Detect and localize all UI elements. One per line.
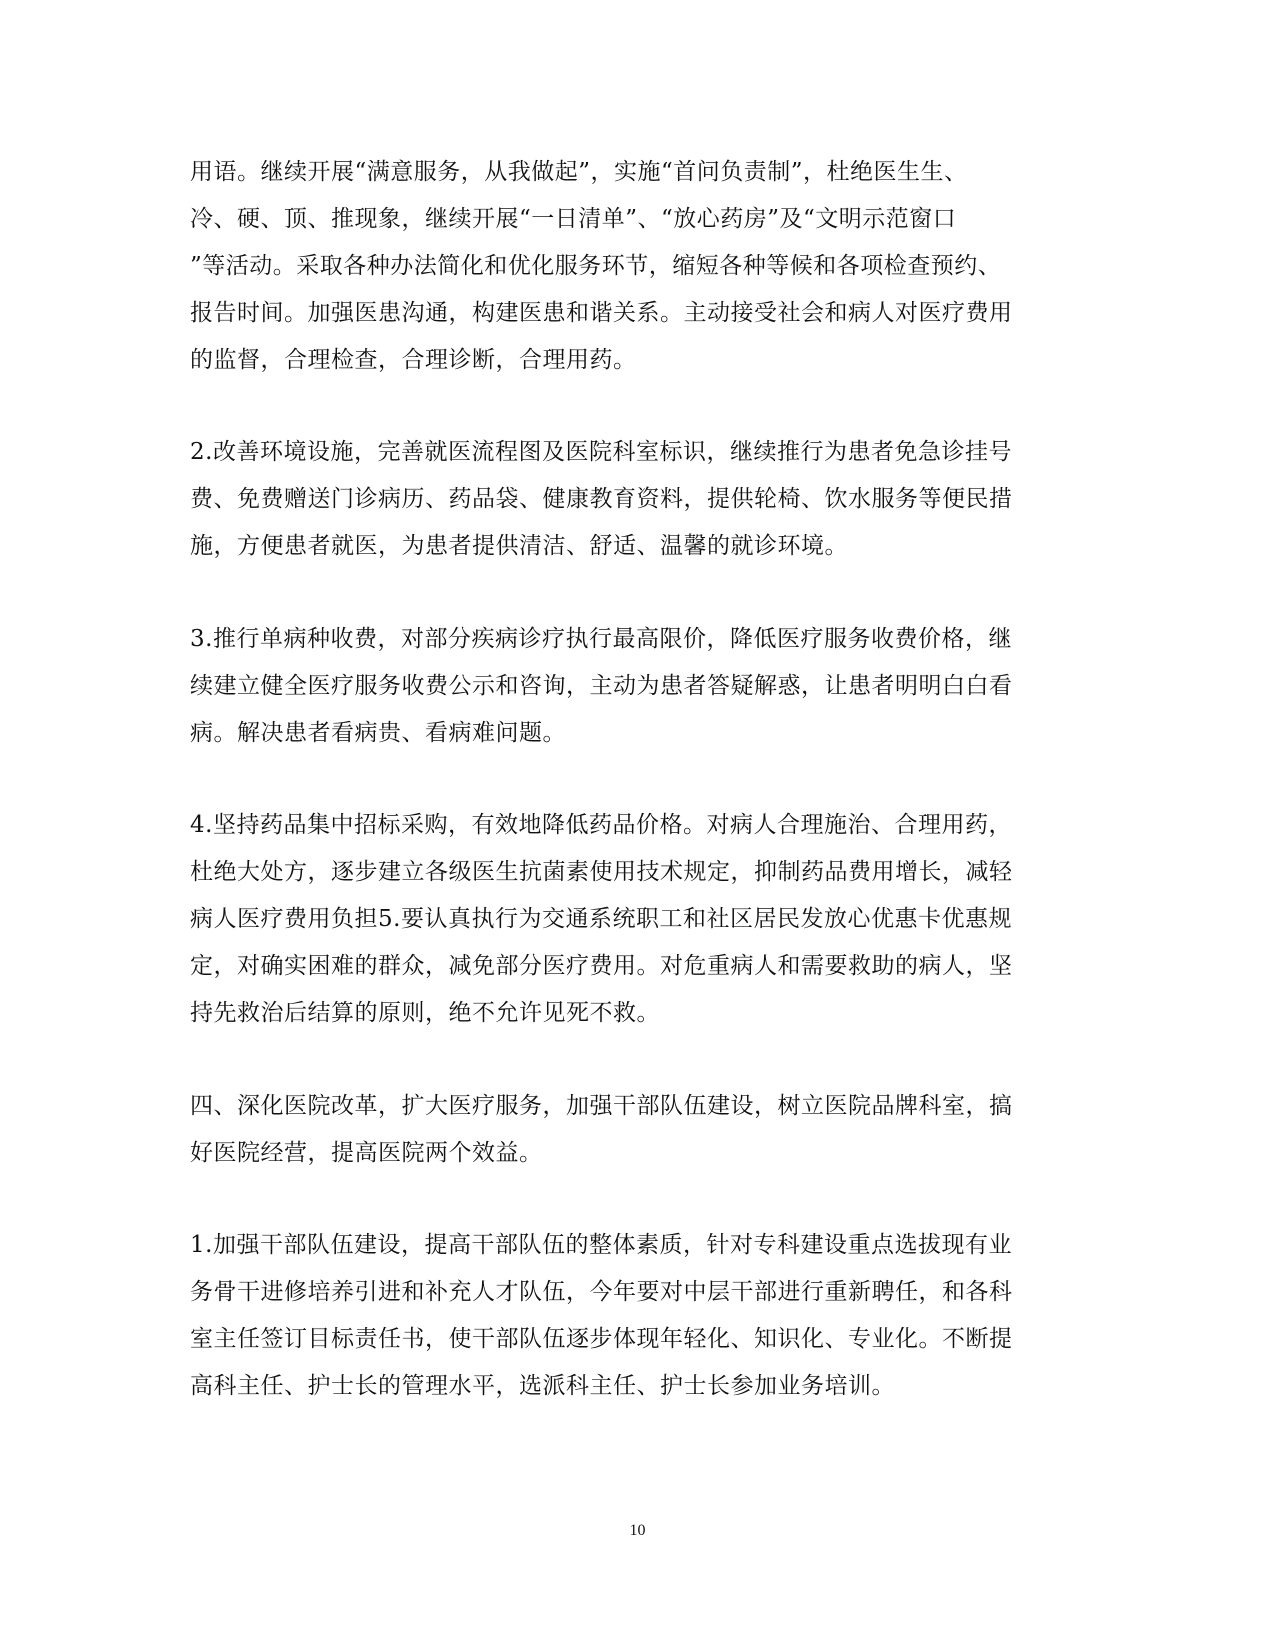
text-line: 用语。继续开展“满意服务，从我做起”，实施“首问负责制”，杜绝医生生、: [190, 159, 968, 185]
text-line: 室主任签订目标责任书，使干部队伍逐步体现年轻化、知识化、专业化。不断提: [190, 1326, 1013, 1352]
text-line: 好医院经营，提高医院两个效益。: [190, 1140, 543, 1166]
text-line: 1.加强干部队伍建设，提高干部队伍的整体素质，针对专科建设重点选拔现有业: [190, 1232, 1012, 1258]
text-line: 务骨干进修培养引进和补充人才队伍，今年要对中层干部进行重新聘任，和各科: [190, 1279, 1013, 1305]
text-line: 病人医疗费用负担5.要认真执行为交通系统职工和社区居民发放心优惠卡优惠规: [190, 906, 1012, 932]
text-line: 定，对确实困难的群众，减免部分医疗费用。对危重病人和需要救助的病人，坚: [190, 953, 1013, 979]
text-line: 高科主任、护士长的管理水平，选派科主任、护士长参加业务培训。: [190, 1373, 895, 1399]
text-line: 杜绝大处方，逐步建立各级医生抗菌素使用技术规定，抑制药品费用增长，减轻: [190, 859, 1013, 885]
text-line: 费、免费赠送门诊病历、药品袋、健康教育资料，提供轮椅、饮水服务等便民措: [190, 486, 1013, 512]
text-line: 的监督，合理检查，合理诊断，合理用药。: [190, 347, 637, 373]
text-line: 病。解决患者看病贵、看病难问题。: [190, 720, 566, 746]
page-number: 10: [629, 1522, 646, 1539]
text-line: 冷、硬、顶、推现象，继续开展“一日清单”、“放心药房”及“文明示范窗口: [190, 206, 957, 232]
text-line: 2.改善环境设施，完善就医流程图及医院科室标识，继续推行为患者免急诊挂号: [190, 439, 1012, 465]
text-line: 施，方便患者就医，为患者提供清洁、舒适、温馨的就诊环境。: [190, 533, 848, 559]
text-line: ”等活动。采取各种办法简化和优化服务环节，缩短各种等候和各项检查预约、: [190, 253, 1002, 279]
text-line: 4.坚持药品集中招标采购，有效地降低药品价格。对病人合理施治、合理用药，: [190, 812, 1012, 838]
text-line: 续建立健全医疗服务收费公示和咨询，主动为患者答疑解惑，让患者明明白白看: [190, 673, 1013, 699]
text-line: 持先救治后结算的原则，绝不允许见死不救。: [190, 1000, 660, 1026]
text-line: 四、深化医院改革，扩大医疗服务，加强干部队伍建设，树立医院品牌科室，搞: [190, 1093, 1013, 1119]
text-line: 报告时间。加强医患沟通，构建医患和谐关系。主动接受社会和病人对医疗费用: [190, 300, 1013, 326]
text-line: 3.推行单病种收费，对部分疾病诊疗执行最高限价，降低医疗服务收费价格，继: [190, 626, 1012, 652]
